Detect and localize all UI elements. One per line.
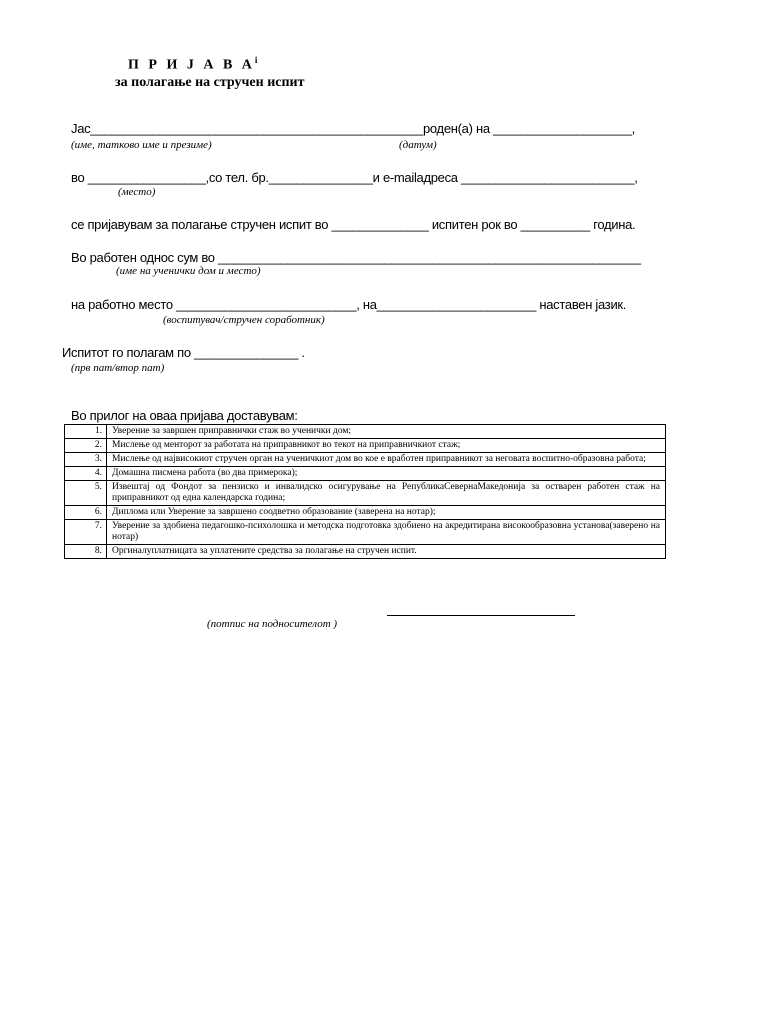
position-hint: (воспитувач/стручен соработник) bbox=[163, 314, 325, 326]
title-footnote-marker: i bbox=[254, 55, 258, 65]
attempt-line: Испитот го полагам по _______________ . bbox=[62, 345, 305, 360]
row-text: Мислење од менторот за работата на приправникот во текот на приправничкиот стаж; bbox=[107, 439, 666, 453]
signature-label: (потпис на подносителот ) bbox=[207, 618, 338, 630]
row-number: 5. bbox=[65, 481, 107, 506]
name-line: Јас________________________________________________роден(а) на ____________________, bbox=[71, 121, 635, 136]
employment-line: Во работен однос сум во _____________________________________________________________ bbox=[71, 250, 641, 265]
row-text: Домашна писмена работа (во два примерока); bbox=[107, 467, 666, 481]
row-text: Диплома или Уверение за завршено соодветно образование (заверена на нотар); bbox=[107, 506, 666, 520]
attachments-intro: Во прилог на оваа пријава доставувам: bbox=[71, 408, 298, 423]
exam-term-line: се пријавувам за полагање стручен испит во ______________ испитен рок во __________ година. bbox=[71, 217, 636, 232]
row-text: Уверение за завршен приправнички стаж во ученички дом; bbox=[107, 425, 666, 439]
signature-line bbox=[387, 603, 575, 616]
table-row bbox=[65, 439, 666, 453]
table-row bbox=[65, 545, 666, 559]
row-number: 2. bbox=[65, 439, 107, 453]
name-hint: (име, татково име и презиме) bbox=[71, 139, 212, 151]
table-row bbox=[65, 453, 666, 467]
row-number: 1. bbox=[65, 425, 107, 439]
contact-line: во _________________,со тел. бр._______________и e-mailадреса _________________________, bbox=[71, 170, 638, 185]
table-row bbox=[65, 467, 666, 481]
form-subtitle: за полагање на стручен испит bbox=[115, 75, 305, 90]
form-title: П Р И Ј А В $А^i$ bbox=[128, 55, 258, 73]
table-row bbox=[65, 425, 666, 439]
table-row bbox=[65, 506, 666, 520]
employer-hint: (име на ученички дом и место) bbox=[116, 265, 261, 277]
row-number: 6. bbox=[65, 506, 107, 520]
row-number: 8. bbox=[65, 545, 107, 559]
row-text: Мислење од највисокиот стручен орган на ученичкиот дом во кое е вработен приправникот за неговата воспитно-образовна работа; bbox=[107, 453, 666, 467]
table-row bbox=[65, 481, 666, 506]
table-row bbox=[65, 520, 666, 545]
row-number: 3. bbox=[65, 453, 107, 467]
place-hint: (место) bbox=[118, 186, 156, 198]
attachments-table bbox=[64, 424, 666, 559]
date-hint: (датум) bbox=[399, 139, 437, 151]
row-number: 7. bbox=[65, 520, 107, 545]
row-text: Извештај од Фондот за пензиско и инвалидско осигурување на РепубликаСевернаМакедонија за остварен работен стаж на приправникот од една календарска година; bbox=[107, 481, 666, 506]
row-text: Уверение за здобиена педагошко-психолошка и методска подготовка здобиено на акредитирана високообразовна установа(заверено на нотар) bbox=[107, 520, 666, 545]
row-text: Оргиналуплатницата за уплатените средства за полагање на стручен испит. bbox=[107, 545, 666, 559]
row-number: 4. bbox=[65, 467, 107, 481]
position-line: на работно место __________________________, на_______________________ наставен јазик. bbox=[71, 297, 627, 312]
attempt-hint: (прв пат/втор пат) bbox=[71, 362, 165, 374]
